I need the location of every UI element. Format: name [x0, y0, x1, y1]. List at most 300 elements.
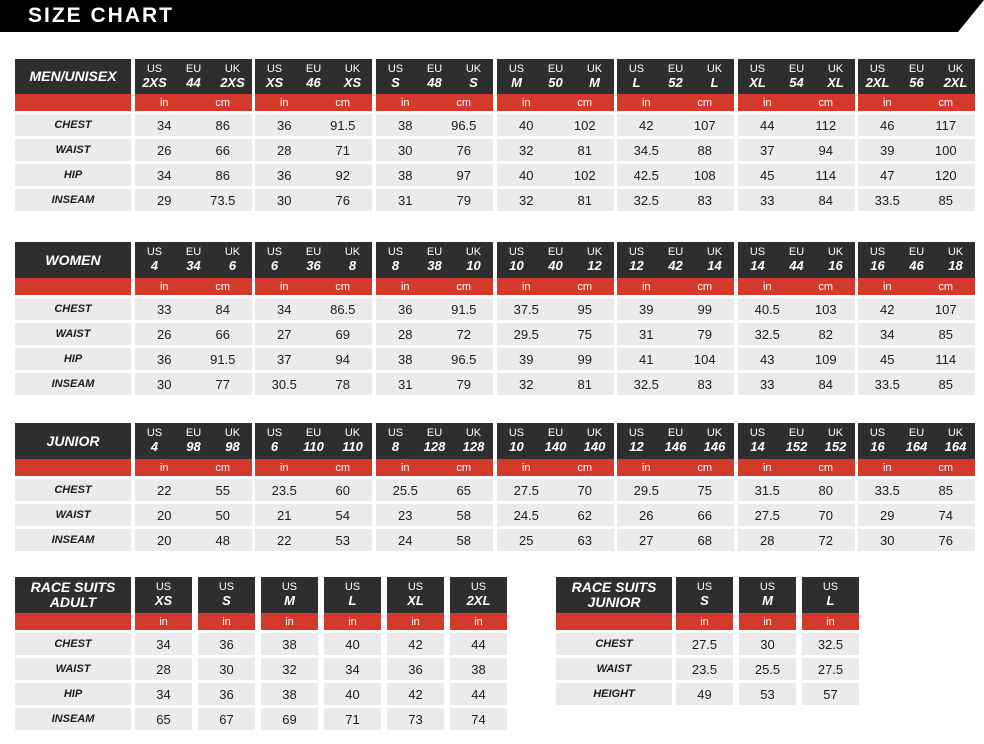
size-code: 110	[342, 439, 363, 454]
size-system-label: EU	[788, 246, 805, 258]
measurement-value: 103	[814, 301, 837, 317]
unit-label: in	[400, 96, 410, 109]
size-code: 2XL	[865, 75, 890, 90]
measurement-value: 109	[814, 351, 837, 367]
table-row	[255, 114, 372, 136]
measurement-value: 27.5	[817, 661, 844, 677]
measurement-value: 21	[277, 507, 292, 523]
size-header	[497, 59, 614, 94]
table-row	[261, 658, 318, 680]
table-row	[255, 348, 372, 370]
table-row	[450, 633, 507, 655]
size-code: 6	[270, 439, 279, 454]
size-system-label: UK	[827, 246, 844, 258]
size-code: 38	[427, 258, 442, 273]
size-code: 2XL	[943, 75, 968, 90]
unit-label: in	[411, 615, 420, 628]
size-header	[617, 423, 734, 459]
size-header-cell	[777, 59, 816, 94]
unit-label: cm	[456, 461, 472, 474]
size-system-label: EU	[426, 427, 443, 439]
row-label: WAIST	[15, 504, 131, 526]
size-header-cell	[575, 423, 614, 459]
measurement-value: 38	[398, 351, 413, 367]
unit-label: in	[279, 461, 289, 474]
table-row	[617, 139, 734, 161]
measurement-value: 88	[697, 142, 712, 158]
measurement-value: 94	[818, 142, 833, 158]
measurement-value: 77	[215, 376, 230, 392]
measurement-value: 27.5	[513, 482, 539, 498]
size-code: 4	[150, 258, 159, 273]
size-header	[738, 423, 855, 459]
size-header-cell	[858, 242, 897, 278]
measurement-value: 60	[335, 482, 350, 498]
size-header-cell	[376, 59, 415, 94]
size-header	[497, 423, 614, 459]
measurement-value: 32.5	[754, 326, 780, 342]
unit-label: in	[400, 461, 410, 474]
table-row	[255, 529, 372, 551]
unit-bar	[261, 613, 318, 630]
size-system-label: US	[155, 581, 172, 593]
measurement-value: 31	[398, 192, 413, 208]
table-label: RACE SUITS ADULT	[15, 577, 131, 613]
measurement-value: 34.5	[633, 142, 659, 158]
size-code: S	[700, 593, 709, 608]
measurement-value: 99	[577, 351, 592, 367]
unit-label: in	[641, 461, 651, 474]
size-system-label: UK	[947, 246, 964, 258]
measurement-value: 31.5	[754, 482, 780, 498]
table-row	[261, 683, 318, 705]
unit-label: cm	[456, 96, 472, 109]
size-header-cell	[294, 423, 333, 459]
table-row	[858, 298, 975, 320]
size-header	[261, 577, 318, 613]
table-row	[376, 189, 493, 211]
size-header-cell	[213, 242, 252, 278]
size-header	[255, 242, 372, 278]
unit-bar	[376, 459, 493, 476]
table-row	[135, 114, 252, 136]
size-system-label: UK	[465, 246, 482, 258]
size-code: 2XS	[142, 75, 167, 90]
size-code: 36	[306, 258, 321, 273]
measurement-value: 102	[573, 117, 596, 133]
measurement-value: 71	[335, 142, 350, 158]
size-code: 10	[509, 258, 524, 273]
size-code: 16	[870, 439, 885, 454]
size-code: 98	[225, 439, 240, 454]
measurement-value: 29.5	[633, 482, 659, 498]
unit-label: cm	[215, 96, 231, 109]
size-system-label: UK	[827, 427, 844, 439]
table-row	[497, 189, 614, 211]
size-code: XL	[827, 75, 844, 90]
measurement-value: 79	[697, 326, 712, 342]
size-header-cell	[777, 242, 816, 278]
page-title: SIZE CHART	[28, 4, 174, 27]
size-system-label: US	[508, 427, 525, 439]
unit-label: in	[222, 615, 231, 628]
measurement-value: 85	[938, 482, 953, 498]
table-row	[135, 323, 252, 345]
size-header-cell	[333, 423, 372, 459]
table-row	[497, 139, 614, 161]
measurement-value: 36	[408, 661, 423, 677]
size-header	[135, 577, 192, 613]
size-system-label: UK	[586, 246, 603, 258]
unit-bar	[858, 94, 975, 111]
measurement-value: 96.5	[451, 351, 477, 367]
measurement-value: 44	[471, 636, 486, 652]
size-code: 18	[948, 258, 963, 273]
size-header-cell	[739, 577, 796, 613]
measurement-value: 40.5	[754, 301, 780, 317]
measurement-value: 34	[880, 326, 895, 342]
size-system-label: US	[146, 63, 163, 75]
size-header-cell	[135, 577, 192, 613]
measurement-value: 30	[277, 192, 292, 208]
measurement-value: 76	[456, 142, 471, 158]
unit-label: in	[521, 280, 531, 293]
size-header-cell	[536, 423, 575, 459]
measurement-value: 85	[938, 326, 953, 342]
measurement-value: 94	[335, 351, 350, 367]
size-header-cell	[213, 59, 252, 94]
size-header-cell	[617, 59, 656, 94]
table-row	[858, 529, 975, 551]
row-label: INSEAM	[15, 708, 131, 730]
size-code: M	[511, 75, 522, 90]
size-system-label: US	[281, 581, 298, 593]
size-header	[858, 423, 975, 459]
unit-label: in	[882, 96, 892, 109]
measurement-value: 86.5	[330, 301, 356, 317]
measurement-value: 83	[697, 192, 712, 208]
size-system-label: US	[822, 581, 839, 593]
size-system-label: US	[508, 63, 525, 75]
measurement-value: 66	[215, 142, 230, 158]
table-row	[135, 683, 192, 705]
unit-bar	[617, 459, 734, 476]
size-system-label: EU	[185, 246, 202, 258]
size-system-label: EU	[908, 427, 925, 439]
size-system-label: US	[387, 63, 404, 75]
table-row	[497, 529, 614, 551]
measurement-value: 31	[398, 376, 413, 392]
measurement-value: 27	[277, 326, 292, 342]
size-header-cell	[135, 423, 174, 459]
unit-label: in	[348, 615, 357, 628]
measurement-value: 73.5	[210, 192, 236, 208]
unit-label: in	[159, 615, 168, 628]
size-system-label: US	[749, 63, 766, 75]
table-row	[738, 479, 855, 501]
size-code: 140	[544, 439, 567, 454]
table-row	[387, 708, 444, 730]
table-row	[376, 164, 493, 186]
size-header-cell	[695, 423, 734, 459]
unit-bar	[198, 613, 255, 630]
measurement-value: 74	[471, 711, 486, 727]
size-header-cell	[135, 59, 174, 94]
table-row	[617, 298, 734, 320]
table-row	[135, 658, 192, 680]
unit-bar	[376, 278, 493, 295]
size-header	[858, 59, 975, 94]
size-header	[676, 577, 733, 613]
measurement-value: 29	[157, 192, 172, 208]
table-row	[376, 323, 493, 345]
size-system-label: EU	[547, 427, 564, 439]
size-system-label: UK	[947, 63, 964, 75]
size-system-label: EU	[547, 246, 564, 258]
size-system-label: EU	[788, 63, 805, 75]
size-system-label: US	[407, 581, 424, 593]
size-header	[802, 577, 859, 613]
unit-bar	[324, 613, 381, 630]
unit-label: cm	[938, 96, 954, 109]
size-system-label: EU	[788, 427, 805, 439]
unit-label: in	[159, 280, 169, 293]
size-header	[255, 423, 372, 459]
size-code: 12	[629, 258, 644, 273]
measurement-value: 76	[335, 192, 350, 208]
size-header-cell	[802, 577, 859, 613]
size-system-label: US	[266, 246, 283, 258]
size-header	[135, 59, 252, 94]
unit-bar	[376, 94, 493, 111]
size-header	[135, 423, 252, 459]
size-header-cell	[617, 423, 656, 459]
measurement-value: 42	[408, 636, 423, 652]
measurement-value: 39	[880, 142, 895, 158]
measurement-value: 23.5	[271, 482, 297, 498]
measurement-value: 40	[519, 117, 534, 133]
unit-label: cm	[818, 96, 834, 109]
measurement-value: 34	[157, 117, 172, 133]
unit-label: cm	[818, 461, 834, 474]
measurement-value: 36	[157, 351, 172, 367]
table-row	[376, 114, 493, 136]
measurement-value: 38	[282, 686, 297, 702]
measurement-value: 49	[697, 686, 712, 702]
table-row	[617, 323, 734, 345]
measurement-value: 108	[693, 167, 716, 183]
size-code: L	[632, 75, 641, 90]
size-header	[376, 423, 493, 459]
table-row	[802, 633, 859, 655]
measurement-value: 85	[938, 192, 953, 208]
table-row	[376, 298, 493, 320]
table-row	[324, 633, 381, 655]
size-header	[497, 242, 614, 278]
size-code: 10	[466, 258, 481, 273]
table-row	[387, 658, 444, 680]
size-system-label: US	[869, 63, 886, 75]
table-row	[198, 658, 255, 680]
table-row	[198, 708, 255, 730]
size-header-cell	[536, 242, 575, 278]
size-header-cell	[415, 59, 454, 94]
measurement-value: 72	[818, 532, 833, 548]
size-header-cell	[255, 59, 294, 94]
measurement-value: 27	[639, 532, 654, 548]
unit-label: in	[700, 615, 709, 628]
unit-bar	[858, 278, 975, 295]
measurement-value: 84	[818, 192, 833, 208]
table-row	[450, 708, 507, 730]
measurement-value: 40	[345, 686, 360, 702]
measurement-value: 86	[215, 117, 230, 133]
size-code: 16	[828, 258, 843, 273]
row-label: WAIST	[15, 658, 131, 680]
size-header-cell	[936, 423, 975, 459]
size-header-cell	[174, 423, 213, 459]
size-system-label: EU	[185, 63, 202, 75]
measurement-value: 43	[760, 351, 775, 367]
table-row	[255, 164, 372, 186]
unit-label: in	[474, 615, 483, 628]
size-header-cell	[676, 577, 733, 613]
size-system-label: UK	[224, 246, 241, 258]
table-row	[135, 348, 252, 370]
measurement-value: 58	[456, 507, 471, 523]
measurement-value: 78	[335, 376, 350, 392]
size-system-label: UK	[827, 63, 844, 75]
size-header-cell	[454, 59, 493, 94]
measurement-value: 33.5	[874, 482, 900, 498]
row-label: CHEST	[15, 633, 131, 655]
unit-bar	[738, 94, 855, 111]
table-row	[738, 298, 855, 320]
size-header-cell	[816, 423, 855, 459]
unit-bar	[497, 459, 614, 476]
measurement-value: 112	[815, 117, 837, 133]
size-header-cell	[415, 423, 454, 459]
measurement-value: 85	[938, 376, 953, 392]
unit-bar	[255, 94, 372, 111]
measurement-value: 68	[697, 532, 712, 548]
unit-bar-spacer	[15, 94, 131, 111]
size-code: 44	[789, 258, 804, 273]
measurement-value: 30.5	[271, 376, 297, 392]
measurement-value: 45	[760, 167, 775, 183]
measurement-value: 29	[880, 507, 895, 523]
table-row	[255, 139, 372, 161]
measurement-value: 91.5	[330, 117, 356, 133]
measurement-value: 31	[639, 326, 654, 342]
row-label: INSEAM	[15, 529, 131, 551]
measurement-value: 20	[157, 507, 172, 523]
size-system-label: US	[470, 581, 487, 593]
measurement-value: 36	[219, 636, 234, 652]
measurement-value: 32.5	[817, 636, 844, 652]
size-system-label: EU	[667, 63, 684, 75]
measurement-value: 37.5	[513, 301, 539, 317]
unit-bar	[135, 459, 252, 476]
unit-bar	[858, 459, 975, 476]
size-code: L	[710, 75, 719, 90]
table-row	[450, 683, 507, 705]
measurement-value: 45	[880, 351, 895, 367]
table-row	[198, 633, 255, 655]
size-header	[738, 59, 855, 94]
size-header-cell	[387, 577, 444, 613]
size-code: 6	[228, 258, 237, 273]
measurement-value: 46	[880, 117, 895, 133]
measurement-value: 36	[219, 686, 234, 702]
size-code: 2XL	[466, 593, 491, 608]
size-code: XS	[265, 75, 284, 90]
size-code: 56	[909, 75, 924, 90]
measurement-value: 30	[760, 636, 775, 652]
size-header-cell	[497, 59, 536, 94]
measurement-value: 42.5	[633, 167, 659, 183]
measurement-value: 42	[408, 686, 423, 702]
size-header	[738, 242, 855, 278]
measurement-value: 22	[157, 482, 172, 498]
size-code: M	[589, 75, 600, 90]
size-code: 2XS	[220, 75, 245, 90]
unit-bar	[450, 613, 507, 630]
table-row	[497, 114, 614, 136]
size-system-label: US	[146, 427, 163, 439]
table-row	[617, 529, 734, 551]
size-code: L	[826, 593, 835, 608]
row-label: WAIST	[556, 658, 672, 680]
row-label: WAIST	[15, 139, 131, 161]
size-code: 48	[427, 75, 442, 90]
measurement-value: 107	[693, 117, 716, 133]
size-header-cell	[695, 59, 734, 94]
size-system-label: US	[628, 246, 645, 258]
table-row	[738, 504, 855, 526]
size-code: 46	[909, 258, 924, 273]
unit-label: in	[762, 280, 772, 293]
size-header-cell	[738, 242, 777, 278]
size-header-cell	[738, 59, 777, 94]
size-system-label: US	[749, 246, 766, 258]
unit-bar	[387, 613, 444, 630]
size-system-label: US	[696, 581, 713, 593]
size-header-cell	[174, 242, 213, 278]
size-code: 146	[664, 439, 687, 454]
unit-label: in	[641, 96, 651, 109]
measurement-value: 58	[456, 532, 471, 548]
size-system-label: EU	[908, 246, 925, 258]
table-row	[738, 529, 855, 551]
unit-label: in	[882, 461, 892, 474]
unit-label: in	[762, 96, 772, 109]
measurement-value: 30	[398, 142, 413, 158]
table-row	[135, 633, 192, 655]
unit-label: in	[521, 461, 531, 474]
measurement-value: 82	[818, 326, 833, 342]
measurement-value: 38	[398, 167, 413, 183]
measurement-value: 107	[934, 301, 957, 317]
size-system-label: UK	[465, 427, 482, 439]
size-system-label: UK	[224, 427, 241, 439]
measurement-value: 75	[577, 326, 592, 342]
measurement-value: 62	[577, 507, 592, 523]
measurement-value: 79	[456, 376, 471, 392]
measurement-value: 65	[456, 482, 471, 498]
size-header-cell	[213, 423, 252, 459]
size-code: 164	[905, 439, 928, 454]
